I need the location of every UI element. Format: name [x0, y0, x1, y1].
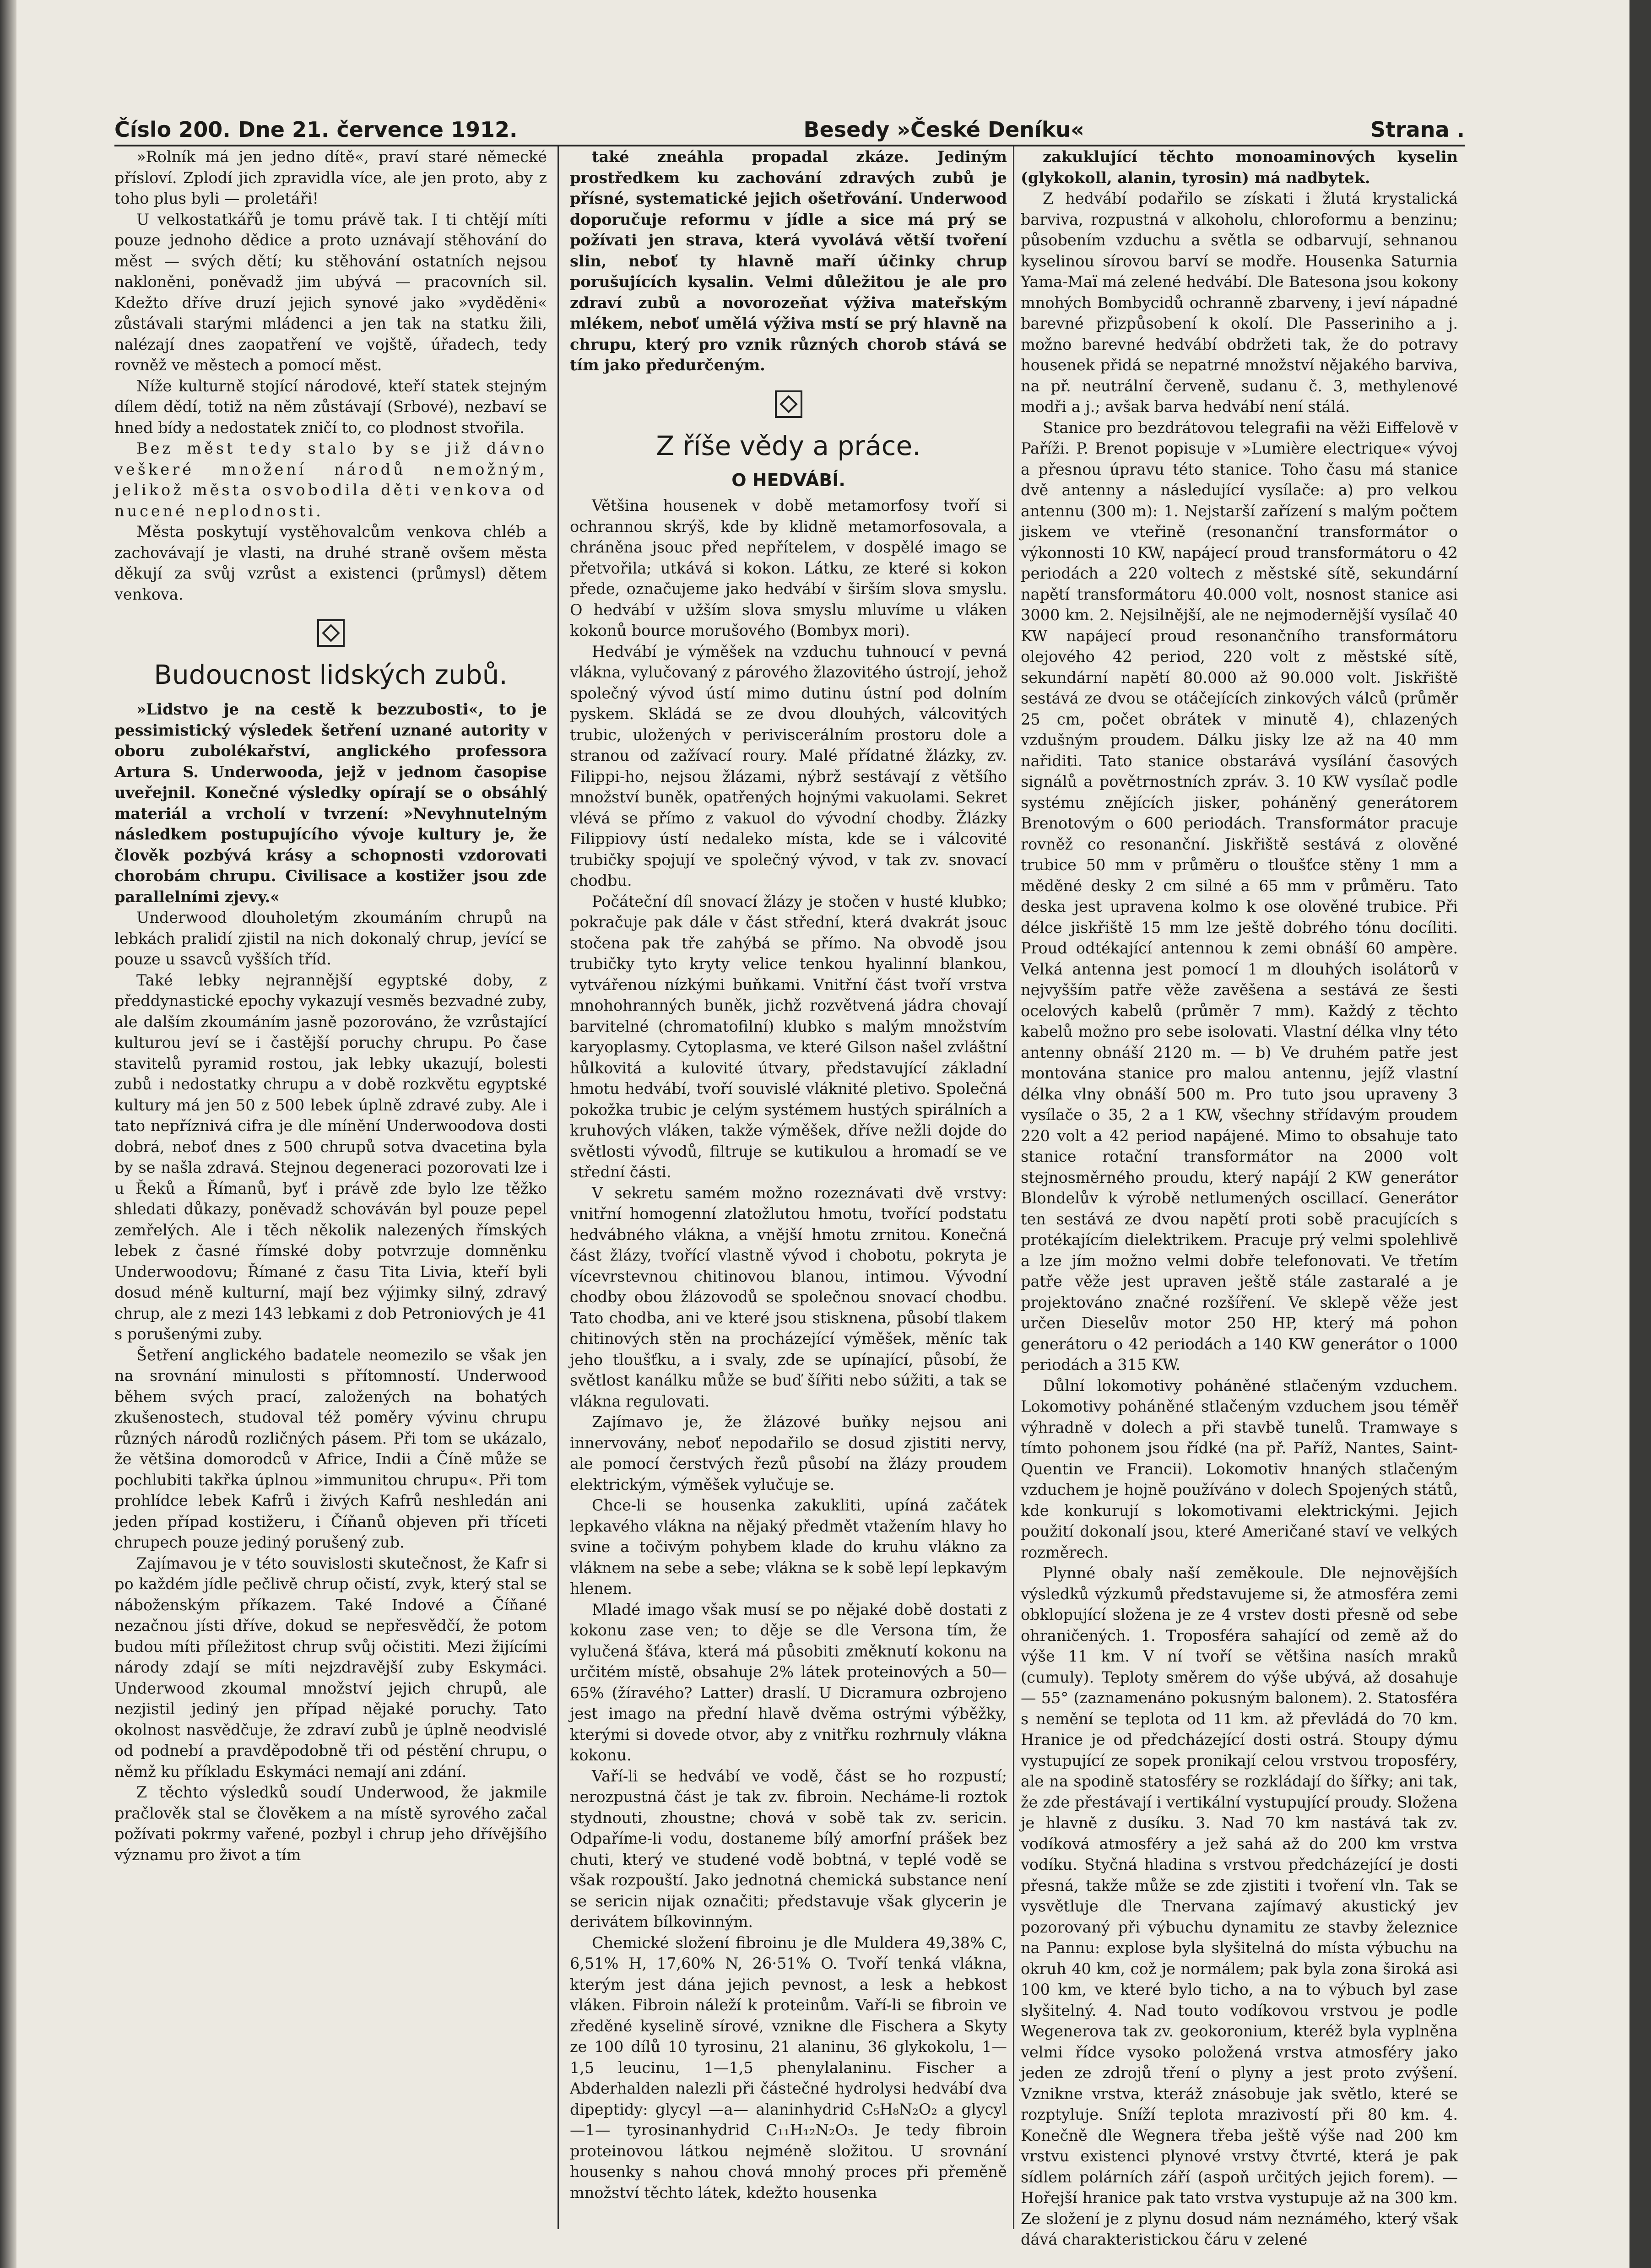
- paragraph: zakuklující těchto monoaminových kyselin (glykokoll, alanin, tyrosin) má nadbytek.: [1021, 148, 1458, 187]
- paragraph: V sekretu samém možno rozeznávati dvě vrstvy: vnitřní homogenní zlatožlutou hmotu, tvořící podstatu hedvábného vlákna, a vnější hmotu zrnitou. Konečná část žlázy, tvořící vlastně vývod i chobotu, pokryta je vícevrstevnou chitinovou blanou, intimou. Vývodní chodby obou žlázovodů se společnou snovací chodbu. Tato chodba, ani ve které jsou stisknena, působí tlakem chitinových stěn na procházející výměšek, měníc tak jeho tloušťku, a i svaly, zde se upínající, působí, že světlost kanálku může se buď šířiti nebo súžiti, a tak se vlákna regulovati.: [570, 1184, 1007, 1410]
- column-rule: [1013, 146, 1014, 2229]
- column-right: [1021, 146, 1458, 2248]
- paragraph: U velkostatkářů je tomu právě tak. I ti chtějí míti pouze jednoho dědice a proto uznávají stěhování do měst — svých dětí; ku stěhování ostatních nejsou nakloněni, poněvadž jim ubývá — pracovních sil. Kdežto dříve druzí jejich synové jako »vyděděni« zůstávali starými mládenci a jen tak na statku žili, nalézají dnes zaopatření ve vojště, úřadech, tedy rovněž ve městech a pomocí měst.: [114, 210, 547, 374]
- paragraph: Zajímavou je v této souvislosti skutečnost, že Kafr si po každém jídle pečlivě chrup očistí, zvyk, který stal se náboženským příkazem. Také Indové a Číňané nezačnou jísti dříve, dokud se nepřesvědčí, že potom budou míti příležitost chrup svůj očistiti. Mezi žijícími národy zdají se míti nejzdravější zuby Eskymáci. Underwood zkoumal množství jejich chrupů, ale nezjistil jediný jen případ nějaké poruchy. Tato okolnost nasvědčuje, že zdraví zubů je úplně neodvislé od podnebí a pravděpodobně tři od péstění chrupu, o němž ku příkladu Eskymáci nemají ani zdání.: [114, 1554, 547, 1781]
- column-middle: [570, 146, 1007, 2234]
- paragraph: Také lebky nejrannější egyptské doby, z předdynastické epochy vykazují vesměs bezvadné zuby, ale dalším zkoumáním jasně pozorováno, že vzrůstající kulturou jeví se i častější poruchy chrupu. Po čase stavitelů pyramid rostou, jak lebky ukazují, bolesti zubů i nedostatky chrupu a v době rozkvětu egyptské kultury má jen 50 z 500 lebek úplně zdravé zuby. Ale i tato nepříznivá cifra je dle mínění Underwoodova dosti dobrá, neboť dnes z 500 chrupů sotva dvacetina byla by se našla zdravá. Stejnou degeneraci pozorovati lze i u Řeků a Římanů, byť i právě zde bylo lze těžko shledati důkazy, poněvadž schováván byl pouze pepel zemřelých. Ale i těch několik nalezených římských lebek z časné římské doby potvrzuje domněnku Underwoodovu; Římané z času Tita Livia, kteří byli dosud méně kulturní, mají bez výjimky silný, zdravý chrup, ale z mezi 143 lebkami z dob Petroniových je 41 s porušenými zuby.: [114, 971, 547, 1343]
- paragraph: Hedvábí je výměšek na vzduchu tuhnoucí v pevná vlákna, vylučovaný z párového žlazovitého ústrojí, jehož společný vývod ústí mimo dutinu ústní pod dolním pyskem. Skládá se ze dvou dlouhých, válcovitých trubic, uložených v periviscerálním prostoru dole a stranou od zažívací roury. Malé přídatné žlázky, zv. Filippi-ho, nejsou žlázami, nýbrž sestávají z většího množství buněk, opatřených hojnými vakuolami. Sekret vlévá se přímo z vakuol do vývodní chodby. Žlázky Filippiovy ústí nedaleko místa, kde se i válcovité trubičky spojují ve společný vývod, v tak zv. snovací chodbu.: [570, 642, 1007, 889]
- paragraph: Šetření anglického badatele neomezilo se však jen na srovnání minulosti s přítomností. Underwood během svých prací, založených na bohatých zkušenostech, studoval též poměry vývinu chrupu různých národů rozličných pásem. Při tom se ukázalo, že většina domorodců v Africe, Indii a Číně může se pochlubiti takřka úplnou »immunitou chrupu«. Při tom prohlídce lebek Kafrů i živých Kafrů neshledán ani jeden případ kostižeru, i Číňanů objeven při tříceti chrupech pouze jediný porušený zub.: [114, 1346, 547, 1551]
- page-number: Strana .: [1370, 117, 1465, 142]
- paragraph: Mladé imago však musí se po nějaké době dostati z kokonu zase ven; to děje se dle Versona tím, že vylučená šťáva, která má působiti změknutí kokonu na určitém místě, obsahuje 2% látek proteinových a 50—65% (žíravého? Latter) draslí. U Dicramura ozbrojeno jest imago na přední hlavě dvěma ostrými výběžky, kterými si dovede otvor, aby z vnitřku rozhrnuly vlákna kokonu.: [570, 1600, 1007, 1764]
- paragraph: Chce-li se housenka zakukliti, upíná začátek lepkavého vlákna na nějaký předmět vtažením hlavy ho svine a točivým pohybem klade do kruhu vlákno za vláknem na sebe a sebe; vlákna se k sobě lepí lepkavým hlenem.: [570, 1496, 1007, 1597]
- section-title: Z říše vědy a práce.: [656, 430, 921, 461]
- paragraph: Plynné obaly naší zeměkoule. Dle nejnovějších výsledků výzkumů představujeme si, že atmosféra zemi obklopující složena je ze 4 vrstev dosti přesně od sebe ohraničených. 1. Troposféra sahající od země až do výše 11 km. V ní tvoří se většina nasích mraků (cumuly). Teploty směrem do výše ubývá, až dosahuje — 55° (zaznamenáno pokusným balonem). 2. Statosféra s nemění se teplota od 11 km. až převládá do 70 km. Hranice je od předcházející dosti ostrá. Stoupy dýmu vystupující ze sopek pronikají celou vrstvou troposféry, ale na spodině statosféry se rozkládají do šířky; ani tak, že zde přestávají i vertikální vystupující proudy. Složena je hlavně z dusíku. 3. Nad 70 km nastává tak zv. vodíková atmosféry a jež sahá až do 200 km vrstva vodíku. Styčná hladina s vrstvou předcházející je dosti přesná, takže může se zde zjistiti i tvoření vln. Tak se vysvětluje dle Tnervana zajímavý akustický jev pozorovaný při výbuchu dynamitu ze stavby železnice na Pannu: explose byla slyšitelná do místa výbuchu na okruh 40 km, což je normálem; pak byla zona široká asi 100 km, ve které bylo ticho, a na to výbuch byl zase slyšitelný. 4. Nad touto vodíkovou vrstvou je podle Wegenerova tak zv. geokoronium, kteréž byla vyplněna velmi řídce vysoko položená vrstva atmosféry jako jeden ze zdrojů tření o plyny a jest proto zvýšení. Vznikne vrstva, kteráž znásobuje jak světlo, které se rozptyluje. Sníží teplota mrazivostí při 80 km. 4. Konečně dle Wegnera třeba ještě výše nad 200 km vrstvu existenci plynové vrstvy čtvrté, která je pak sídlem polárních září (aspoň určitých jejich forem). — Hořejší hranice pak tato vrstva vystupuje až na 300 km. Ze složení je z plynu dosud nám neznámého, který však dává charakteristickou čáru v zelené: [1021, 1564, 1458, 2248]
- paragraph: také zneáhla propadal zkáze. Jediným prostředkem ku zachování zdravých zubů je přísné, systematické jejich ošetřování. Underwood doporučuje reformu v jídle a sice má prý se požívati jen strava, která vyvolává větší tvoření slin, neboť ty hlavně maří účinky chrup porušujících kysalin. Velmi důležitou je ale pro zdraví zubů a novorozeňat výživa mateřským mlékem, neboť umělá výživa mstí se prý hlavně na chrupu, který pro vznik různých chorob stává se tím jako předurčeným.: [570, 148, 1007, 374]
- column-rule: [558, 146, 559, 2229]
- paragraph-spaced: Bez měst tedy stalo by se již dávno veškeré množení národů nemožným, jelikož města osvobodila děti venkova od nucené neplodnosti.: [114, 439, 547, 520]
- paragraph: Níže kulturně stojící národové, kteří statek stejným dílem dědí, totiž na něm zůstávají (Srbové), nezbaví se hned bídy a nedostatek zničí to, co plodnost stvořila.: [114, 377, 547, 437]
- paragraph: »Lidstvo je na cestě k bezzubosti«, to je pessimistický výsledek šetření uznané autority v oboru zubolékařství, anglického professora Artura S. Underwooda, jejž v jednom časopise uveřejnil. Konečné výsledky opírají se o obsáhlý materiál a vrcholí v tvrzení: »Nevyhnutelným následkem postupujícího vývoje kultury je, že člověk pozbývá krásy a schopnosti vzdorovati chorobám chrupu. Civilisace a kostižer jsou zde parallelními zjevy.«: [114, 700, 547, 906]
- paragraph: Vaří-li se hedvábí ve vodě, část se ho rozpustí; nerozpustná část je tak zv. fibroin. Necháme-li roztok stydnouti, zhoustne; chová v sobě tak zv. sericin. Odpaříme-li vodu, dostaneme bílý amorfní prášek bez chuti, který ve studené vodě bobtná, v teplé vodě se však rozpouští. Jako jednotná chemická substance není se sericin nijak označiti; představuje však glycerin je derivátem bílkovinným.: [570, 1767, 1007, 1931]
- article-subtitle: O HEDVÁBÍ.: [731, 470, 845, 490]
- paragraph: Stanice pro bezdrátovou telegrafii na věži Eiffelově v Paříži. P. Brenot popisuje v »Lumière electrique« vývoj a přesnou úpravu této stanice. Toho času má stanice dvě antenny a následující vysílače: a) pro velkou antennu (300 m): 1. Nejstarší zařízení s malým počtem jiskem ve vteřině (resonanční transformátor o výkonnosti 10 KW, napájecí proud transformátoru o 42 periodách a 220 voltech z městské sítě, sekundární napětí transformátoru 40.000 volt, nosnost stanice asi 3000 km. 2. Nejsilnější, ale ne nejmodernější vysílač 40 KW napájecí proud resonančního transformátoru olejového 42 period, 220 volt z městské sítě, sekundární napětí 80.000 až 90.000 volt. Jiskřiště sestává ze dvou se otáčejících zinkových válců (průměr 25 cm, počet obrátek v minutě 4), chlazených vzdušným proudem. Dálku jisky lze až na 40 mm nařiditi. Tato stanice obstarává vysílání časových signálů a povětrnostních zpráv. 3. 10 KW vysílač podle systému znějících jisker, poháněný generátorem Brenotovým o 600 periodách. Transformátor pracuje rovněž co resonanční. Jiskřiště sestává z olověné trubice 50 mm v průměru o tloušťce stěny 1 mm a měděné desky 2 cm silné a 65 mm v průměru. Tato deska jest upravena kolmo k ose olověné trubice. Při délce jiskřiště 15 mm lze ještě dobrého tónu docíliti. Proud odtékající antennou k zemi obnáší 60 ampère. Velká antenna jest pomocí 1 m dlouhých isolátorů v nejvyšším patře věže zavěšena a sestává ze šesti ocelových kabelů (průměr 7 mm). Každý z těchto kabelů možno pro sebe isolovati. Vlastní délka vlny této antenny obnáší 2120 m. — b) Ve druhém patře jest montována stanice pro malou antennu, jejíž vlastní délka vlny obnáší 500 m. Pro tuto jsou upraveny 3 vysílače o 35, 2 a 1 KW, všechny střídavým proudem 220 volt a 42 period napájené. Mimo to obsahuje tato stanice rotační transformátor na 2000 volt stejnosměrného proudu, který napájí 2 KW generátor Blondelův k výrobě netlumených oscillací. Generátor ten sestává ze dvou napětí proti sobě pracujících s protékajícím dielektrikem. Pracuje prý velmi spolehlivě a lze jím možno velmi dobře telefonovati. Ve třetím patře věže jest upraven ještě stále zastaralé a je projektováno značné rozšíření. Ve sklepě věže jest určen Dieselův motor 250 HP, který má pohon generátoru o 42 periodách a 140 KW generátor o 1000 periodách a 315 KW.: [1021, 418, 1458, 1374]
- paragraph: Důlní lokomotivy poháněné stlačeným vzduchem. Lokomotivy poháněné stlačeným vzduchem jsou téměř výhradně v dolech a při stavbě tunelů. Tramwaye s tímto pohonem jsou řídké (na př. Paříž, Nantes, Saint-Quentin ve Francii). Lokomotiv hnaných stlačeným vzduchem je hojně používáno v dolech Spojených států, kde konkurují s lokomotivami elektrickými. Jejich použití dokonalí jsou, které Američané staví ve velkých rozměrech.: [1021, 1376, 1458, 1561]
- paragraph: Zajímavo je, že žlázové buňky nejsou ani innervovány, neboť nepodařilo se dosud zjistiti nervy, ale pomocí čerstvých řezů působí na žlázy proudem elektrickým, výměšek vylučuje se.: [570, 1413, 1007, 1494]
- paragraph: Většina housenek v době metamorfosy tvoří si ochrannou skrýš, kde by klidně metamorfosovala, a chráněna jsouc před nepřítelem, v dospělé imago se přetvořila; utkává si kokon. Látku, ze které si kokon přede, označujeme jako hedvábí v širším slova smyslu. O hedvábí v užším slova smyslu mluvíme u vláken kokonů bource morušového (Bombyx mori).: [570, 497, 1007, 639]
- issue-date: Číslo 200. Dne 21. července 1912.: [114, 117, 518, 142]
- paragraph: »Rolník má jen jedno dítě«, praví staré německé přísloví. Zplodí jich zpravidla více, ale jen proto, aby z toho plus byli — proletáři!: [114, 148, 547, 207]
- paragraph: Underwood dlouholetým zkoumáním chrupů na lebkách pralidí zjistil na nich dokonalý chrup, jevící se pouze u ssavců vyšších tříd.: [114, 909, 547, 968]
- page-header: [114, 110, 1465, 146]
- paragraph: Počáteční díl snovací žlázy je stočen v husté klubko; pokračuje pak dále v část střední, která dvakrát jsouc stočena pak tře zahýbá se přímo. Na obvodě jsou trubičky tyto kryty velice tenkou hyalinní blankou, vytvářenou nízkými buňkami. Vnitřní část tvoří vrstva mnohohranných buněk, jichž rozvětvená jádra chovají barvitelné (chromatofilní) klubko s malým množstvím karyoplasmy. Cytoplasma, ve které Gilson našel zvláštní hůlkovitá a kulovité útvary, představující základní hmotu hedvábí, tvoří souvislé vláknité pletivo. Společná pokožka trubic je celým systémem hustých spirálních a kruhových vláken, takže výměšek, dříve nežli dojde do světlosti vývodů, filtruje se kutikulou a hromadí se ve střední části.: [570, 892, 1007, 1181]
- section-ornament: [114, 619, 547, 647]
- column-left: [114, 146, 547, 2234]
- paragraph: Města poskytují vystěhovalcům venkova chléb a zachovávají je vlasti, na druhé straně ovšem města děkují za svůj vzrůst a existenci (průmysl) dětem venkova.: [114, 523, 547, 603]
- section-ornament: [570, 390, 1007, 418]
- paragraph: Chemické složení fibroinu je dle Muldera 49,38% C, 6,51% H, 17,60% N, 26·51% O. Tvoří tenká vlákna, kterým jest dána jejich pevnost, a lesk a hebkost vláken. Fibroin náleží k proteinům. Vaří-li se fibroin ve zředěné kyselině sírové, vznikne dle Fischera a Skyty ze 100 dílů 10 tyrosinu, 21 alaninu, 36 glykokolu, 1—1,5 leucinu, 1—1,5 phenylalaninu. Fischer a Abderhalden nalezli při částečné hydrolysi hedvábí dva dipeptidy: glycyl —a— alaninhydrid C₅H₈N₂O₂ a glycyl —1— tyrosinanhydrid C₁₁H₁₂N₂O₃. Je tedy fibroin proteinovou látkou nejméně složitou. U srovnání housenky s nahou chová mnohý proces při přeměně množství těchto látek, kdežto housenka: [570, 1933, 1007, 2202]
- publication-title: Besedy »České Deníku«: [803, 117, 1084, 142]
- article-title: Budoucnost lidských zubů.: [154, 659, 508, 690]
- paragraph: Z těchto výsledků soudí Underwood, že jakmile pračlověk stal se člověkem a na místě syrového začal požívati pokrmy vařené, pozbyl i chrup jeho dřívějšího významu pro život a tím: [114, 1783, 547, 1864]
- paragraph: Z hedvábí podařilo se získati i žlutá krystalická barviva, rozpustná v alkoholu, chloroformu a benzinu; působením vzduchu a světla se odbarvují, sehnanou kyselinou sírovou barví se modře. Housenka Saturnia Yama-Maï má zelené hedvábí. Dle Batesona jsou kokony mnohých Bombycidů ochranně zbarveny, i jeví nápadné barevné přizpůsobení k okolí. Dle Passeriniho a j. možno barevné hedvábí obdržeti tak, že do potravy housenek přidá se nepatrné množství nějakého barviva, na př. neutrální červeně, sudanu č. 3, methylenové modři a j.; avšak barva hedvábí není stálá.: [1021, 189, 1458, 416]
